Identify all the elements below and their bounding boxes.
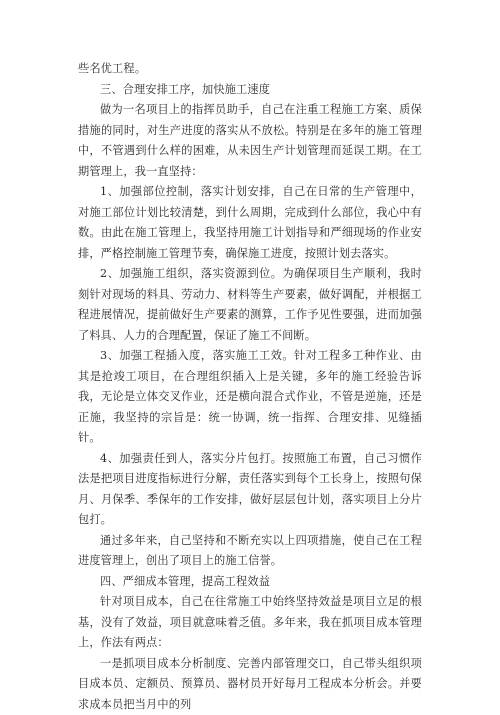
paragraph-item-1: 1、加强部位控制，落实计划安排，自己在日常的生产管理中，对施工部位计划比较清楚，到什么周期，完成到什么部位，我心中有数。由此在施工管理上，我坚持用施工计划指导和严细现场的作业安排，严格控制施工管理节奏，确保施工进度，按照计划去落实。 [78, 182, 422, 264]
paragraph-item-2: 2、加强施工组织，落实资源到位。为确保项目生产顺利，我时刻针对现场的料具、劳动力、材料等生产要素，做好调配，并根据工程进展情况，提前做好生产要素的测算，工作予见性要强，进而加强了料具、人力的合理配置，保证了施工不间断。 [78, 264, 422, 346]
section-heading-3: 三、合理安排工序，加快施工速度 [78, 80, 422, 101]
paragraph-cost-point-1: 一是抓项目成本分析制度、完善内部管理交口，自己带头组织项目成本员、定额员、预算员、器材员开好每月工程成本分析会。并要求成本员把当月中的列 [78, 654, 422, 715]
paragraph-intro: 做为一名项目上的指挥员助手，自己在注重工程施工方案、质保措施的同时，对生产进度的落实从不放松。特别是在多年的施工管理中，不管遇到什么样的困难，从未因生产计划管理而延误工期。在工期管理上，我一直坚持： [78, 100, 422, 182]
paragraph-item-3: 3、加强工程插入度，落实施工工效。针对工程多工种作业、由其是抢竣工项目，在合理组织插入上是关键，多年的施工经验告诉我，无论是立体交叉作业，还是横向混合式作业，不管是逆施，还是正施，我坚持的宗旨是：统一协调，统一指挥、合理安排、见缝插针。 [78, 346, 422, 449]
document-body [78, 59, 422, 715]
paragraph-continuation: 些名优工程。 [78, 59, 422, 80]
paragraph-cost-intro: 针对项目成本，自己在往常施工中始终坚持效益是项目立足的根基，没有了效益，项目就意味着乏值。多年来，我在抓项目成本管理上，作法有两点： [78, 592, 422, 654]
paragraph-item-4: 4、加强责任到人，落实分片包打。按照施工布置，自己习惯作法是把项目进度指标进行分解，责任落实到每个工长身上，按照句保月、月保季、季保年的工作安排，做好层层包计划，落实项目上分片包打。 [78, 449, 422, 531]
paragraph-summary: 通过多年来，自己坚持和不断充实以上四项措施，使自己在工程进度管理上，创出了项目上的施工信誉。 [78, 531, 422, 572]
section-heading-4: 四、严细成本管理，提高工程效益 [78, 572, 422, 593]
